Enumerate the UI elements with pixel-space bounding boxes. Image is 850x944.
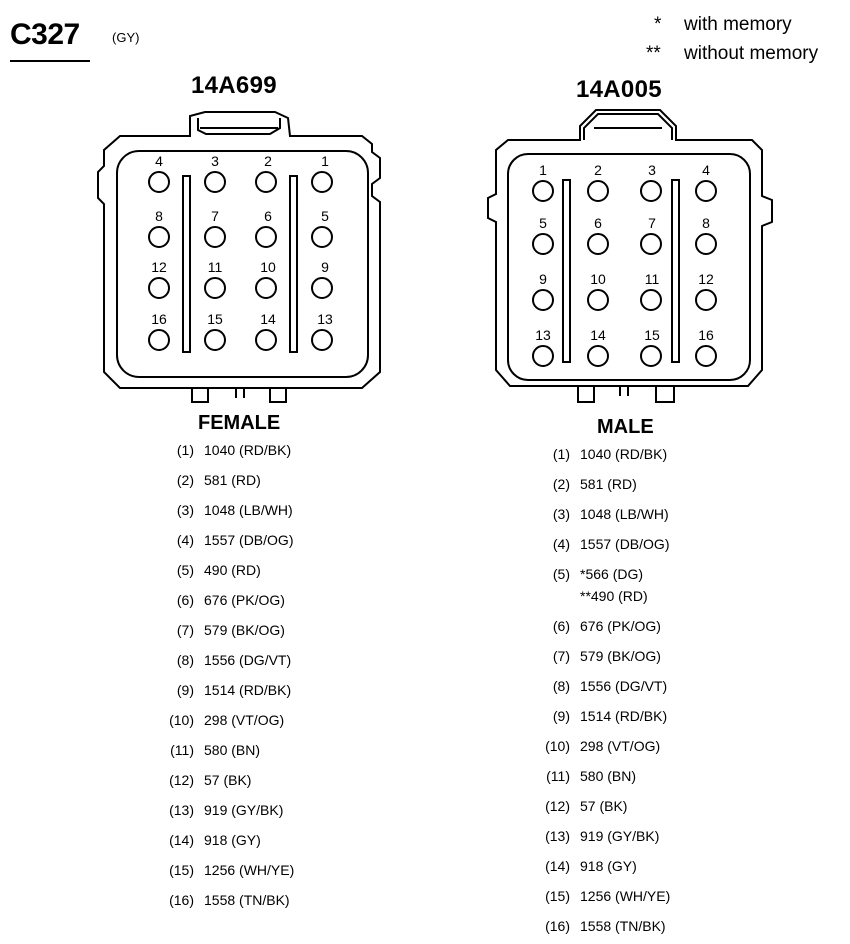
pin-number-label: 12 [151,259,167,275]
pin-cavity [312,330,332,350]
wire-pin-number: (4) [176,532,194,548]
pin-number-label: 4 [702,162,710,178]
wire-circuit: 919 (GY/BK) [204,802,284,818]
pin-cavity [312,227,332,247]
wire-circuit: 1048 (LB/WH) [204,502,293,518]
pin-cavity [641,234,661,254]
wire-pin-number: (3) [176,502,194,518]
pin-number-label: 11 [207,259,223,275]
wire-circuit: 676 (PK/OG) [204,592,285,608]
pin-cavity [588,290,608,310]
wire-circuit: 1556 (DG/VT) [204,652,292,668]
pin-number-label: 16 [151,311,167,327]
female-outer-shell [98,112,380,388]
wire-circuit: 1048 (LB/WH) [580,506,669,522]
wire-circuit: 580 (BN) [204,742,261,758]
legend-symbol: ** [646,43,661,64]
wire-pin-number: (7) [176,622,194,638]
wire-circuit: 1514 (RD/BK) [204,682,292,698]
wire-circuit: 1557 (DB/OG) [204,532,294,548]
wire-pin-number: (5) [552,566,570,582]
wire-circuit: 1556 (DG/VT) [580,678,668,694]
wire-circuit: 1557 (DB/OG) [580,536,670,552]
pin-cavity [696,234,716,254]
pin-number-label: 9 [539,271,547,287]
male-keyway-right [672,180,679,362]
pin-number-label: 1 [321,153,329,169]
wire-circuit: 1256 (WH/YE) [204,862,295,878]
pin-number-label: 11 [644,271,660,287]
wire-pin-number: (9) [176,682,194,698]
male-bottom-tabs [578,386,674,402]
wire-circuit: 1514 (RD/BK) [580,708,668,724]
wire-circuit: *566 (DG) [580,566,644,582]
pin-number-label: 13 [317,311,333,327]
pin-cavity [256,278,276,298]
wire-pin-number: (8) [552,678,570,694]
pin-cavity [588,234,608,254]
wire-circuit: 918 (GY) [580,858,637,874]
wire-circuit: 57 (BK) [580,798,628,814]
connector-color-code: (GY) [112,30,140,45]
pin-number-label: 7 [211,208,219,224]
pin-number-label: 7 [648,215,656,231]
pin-number-label: 2 [264,153,272,169]
pin-cavity [533,234,553,254]
pin-cavity [256,227,276,247]
pin-number-label: 9 [321,259,329,275]
wire-circuit: 676 (PK/OG) [580,618,661,634]
male-top-latch [584,114,672,140]
wire-pin-number: (14) [545,858,570,874]
wire-pin-number: (10) [545,738,570,754]
wire-circuit: 298 (VT/OG) [204,712,285,728]
pin-cavity [696,346,716,366]
wire-pin-number: (15) [545,888,570,904]
pin-number-label: 1 [539,162,547,178]
pin-cavity [641,346,661,366]
wire-circuit-alt: **490 (RD) [580,588,648,604]
legend-text: with memory [684,14,792,35]
male-part-number: 14A005 [576,76,662,103]
female-label: FEMALE [198,412,281,434]
wire-pin-number: (1) [552,446,570,462]
wire-pin-number: (16) [545,918,570,934]
wire-circuit: 919 (GY/BK) [580,828,660,844]
pin-number-label: 14 [590,327,606,343]
pin-number-label: 10 [590,271,606,287]
pin-number-label: 8 [155,208,163,224]
pin-cavity [149,278,169,298]
wire-circuit: 579 (BK/OG) [580,648,661,664]
pin-cavity [533,181,553,201]
pin-cavity [205,172,225,192]
male-outer-shell [488,110,772,386]
wire-circuit: 579 (BK/OG) [204,622,285,638]
pin-number-label: 13 [535,327,551,343]
wire-circuit: 490 (RD) [204,562,261,578]
connector-id: C327 [10,18,80,51]
wire-pin-number: (15) [169,862,194,878]
female-bottom-tabs [192,388,286,402]
wire-pin-number: (9) [552,708,570,724]
wire-pin-number: (16) [169,892,194,908]
pin-cavity [533,346,553,366]
wire-pin-number: (2) [552,476,570,492]
pin-number-label: 14 [260,311,276,327]
wire-pin-number: (2) [176,472,194,488]
female-keyway-left [183,176,190,352]
wire-circuit: 918 (GY) [204,832,261,848]
legend-symbol: * [654,14,662,35]
pin-cavity [696,181,716,201]
male-label: MALE [597,416,654,438]
wire-pin-number: (5) [176,562,194,578]
pin-number-label: 15 [644,327,660,343]
pin-cavity [641,290,661,310]
male-pin-grid [533,162,716,366]
pin-number-label: 6 [264,208,272,224]
wire-pin-number: (7) [552,648,570,664]
wire-pin-number: (6) [176,592,194,608]
pin-cavity [588,181,608,201]
female-part-number: 14A699 [191,72,277,99]
female-keyway-right [290,176,297,352]
wire-circuit: 1040 (RD/BK) [580,446,668,462]
pin-cavity [149,227,169,247]
pin-number-label: 4 [155,153,163,169]
pin-number-label: 5 [539,215,547,231]
pin-cavity [205,330,225,350]
wire-circuit: 1558 (TN/BK) [204,892,290,908]
wire-circuit: 580 (BN) [580,768,637,784]
pin-cavity [533,290,553,310]
pin-cavity [312,172,332,192]
wire-pin-number: (11) [546,768,570,784]
pin-number-label: 3 [648,162,656,178]
male-keyway-left [563,180,570,362]
female-pin-grid [149,153,333,350]
wire-circuit: 1558 (TN/BK) [580,918,666,934]
pin-number-label: 10 [260,259,276,275]
wire-pin-number: (12) [545,798,570,814]
wire-pin-number: (11) [170,742,194,758]
wire-pin-number: (4) [552,536,570,552]
pin-number-label: 12 [698,271,714,287]
wire-pin-number: (13) [169,802,194,818]
pin-cavity [312,278,332,298]
pin-number-label: 2 [594,162,602,178]
pin-cavity [256,330,276,350]
pin-number-label: 15 [207,311,223,327]
pin-number-label: 6 [594,215,602,231]
wire-pin-number: (8) [176,652,194,668]
wire-pin-number: (13) [545,828,570,844]
wire-pin-number: (6) [552,618,570,634]
pin-cavity [149,330,169,350]
wire-circuit: 1256 (WH/YE) [580,888,671,904]
wire-pin-number: (10) [169,712,194,728]
pin-cavity [205,227,225,247]
wire-pin-number: (3) [552,506,570,522]
pin-number-label: 8 [702,215,710,231]
pin-cavity [641,181,661,201]
pin-number-label: 5 [321,208,329,224]
pin-cavity [205,278,225,298]
wire-pin-number: (1) [176,442,194,458]
wire-circuit: 1040 (RD/BK) [204,442,292,458]
wire-circuit: 581 (RD) [204,472,261,488]
female-top-latch [198,118,280,134]
pin-cavity [588,346,608,366]
pin-cavity [149,172,169,192]
pin-number-label: 16 [698,327,714,343]
wire-circuit: 581 (RD) [580,476,637,492]
legend-text: without memory [684,43,819,64]
wire-circuit: 57 (BK) [204,772,252,788]
male-connector-face [488,110,772,402]
pin-number-label: 3 [211,153,219,169]
female-connector-face [98,112,380,402]
wire-circuit: 298 (VT/OG) [580,738,661,754]
wire-pin-number: (14) [169,832,194,848]
wire-pin-number: (12) [169,772,194,788]
pin-cavity [696,290,716,310]
pin-cavity [256,172,276,192]
